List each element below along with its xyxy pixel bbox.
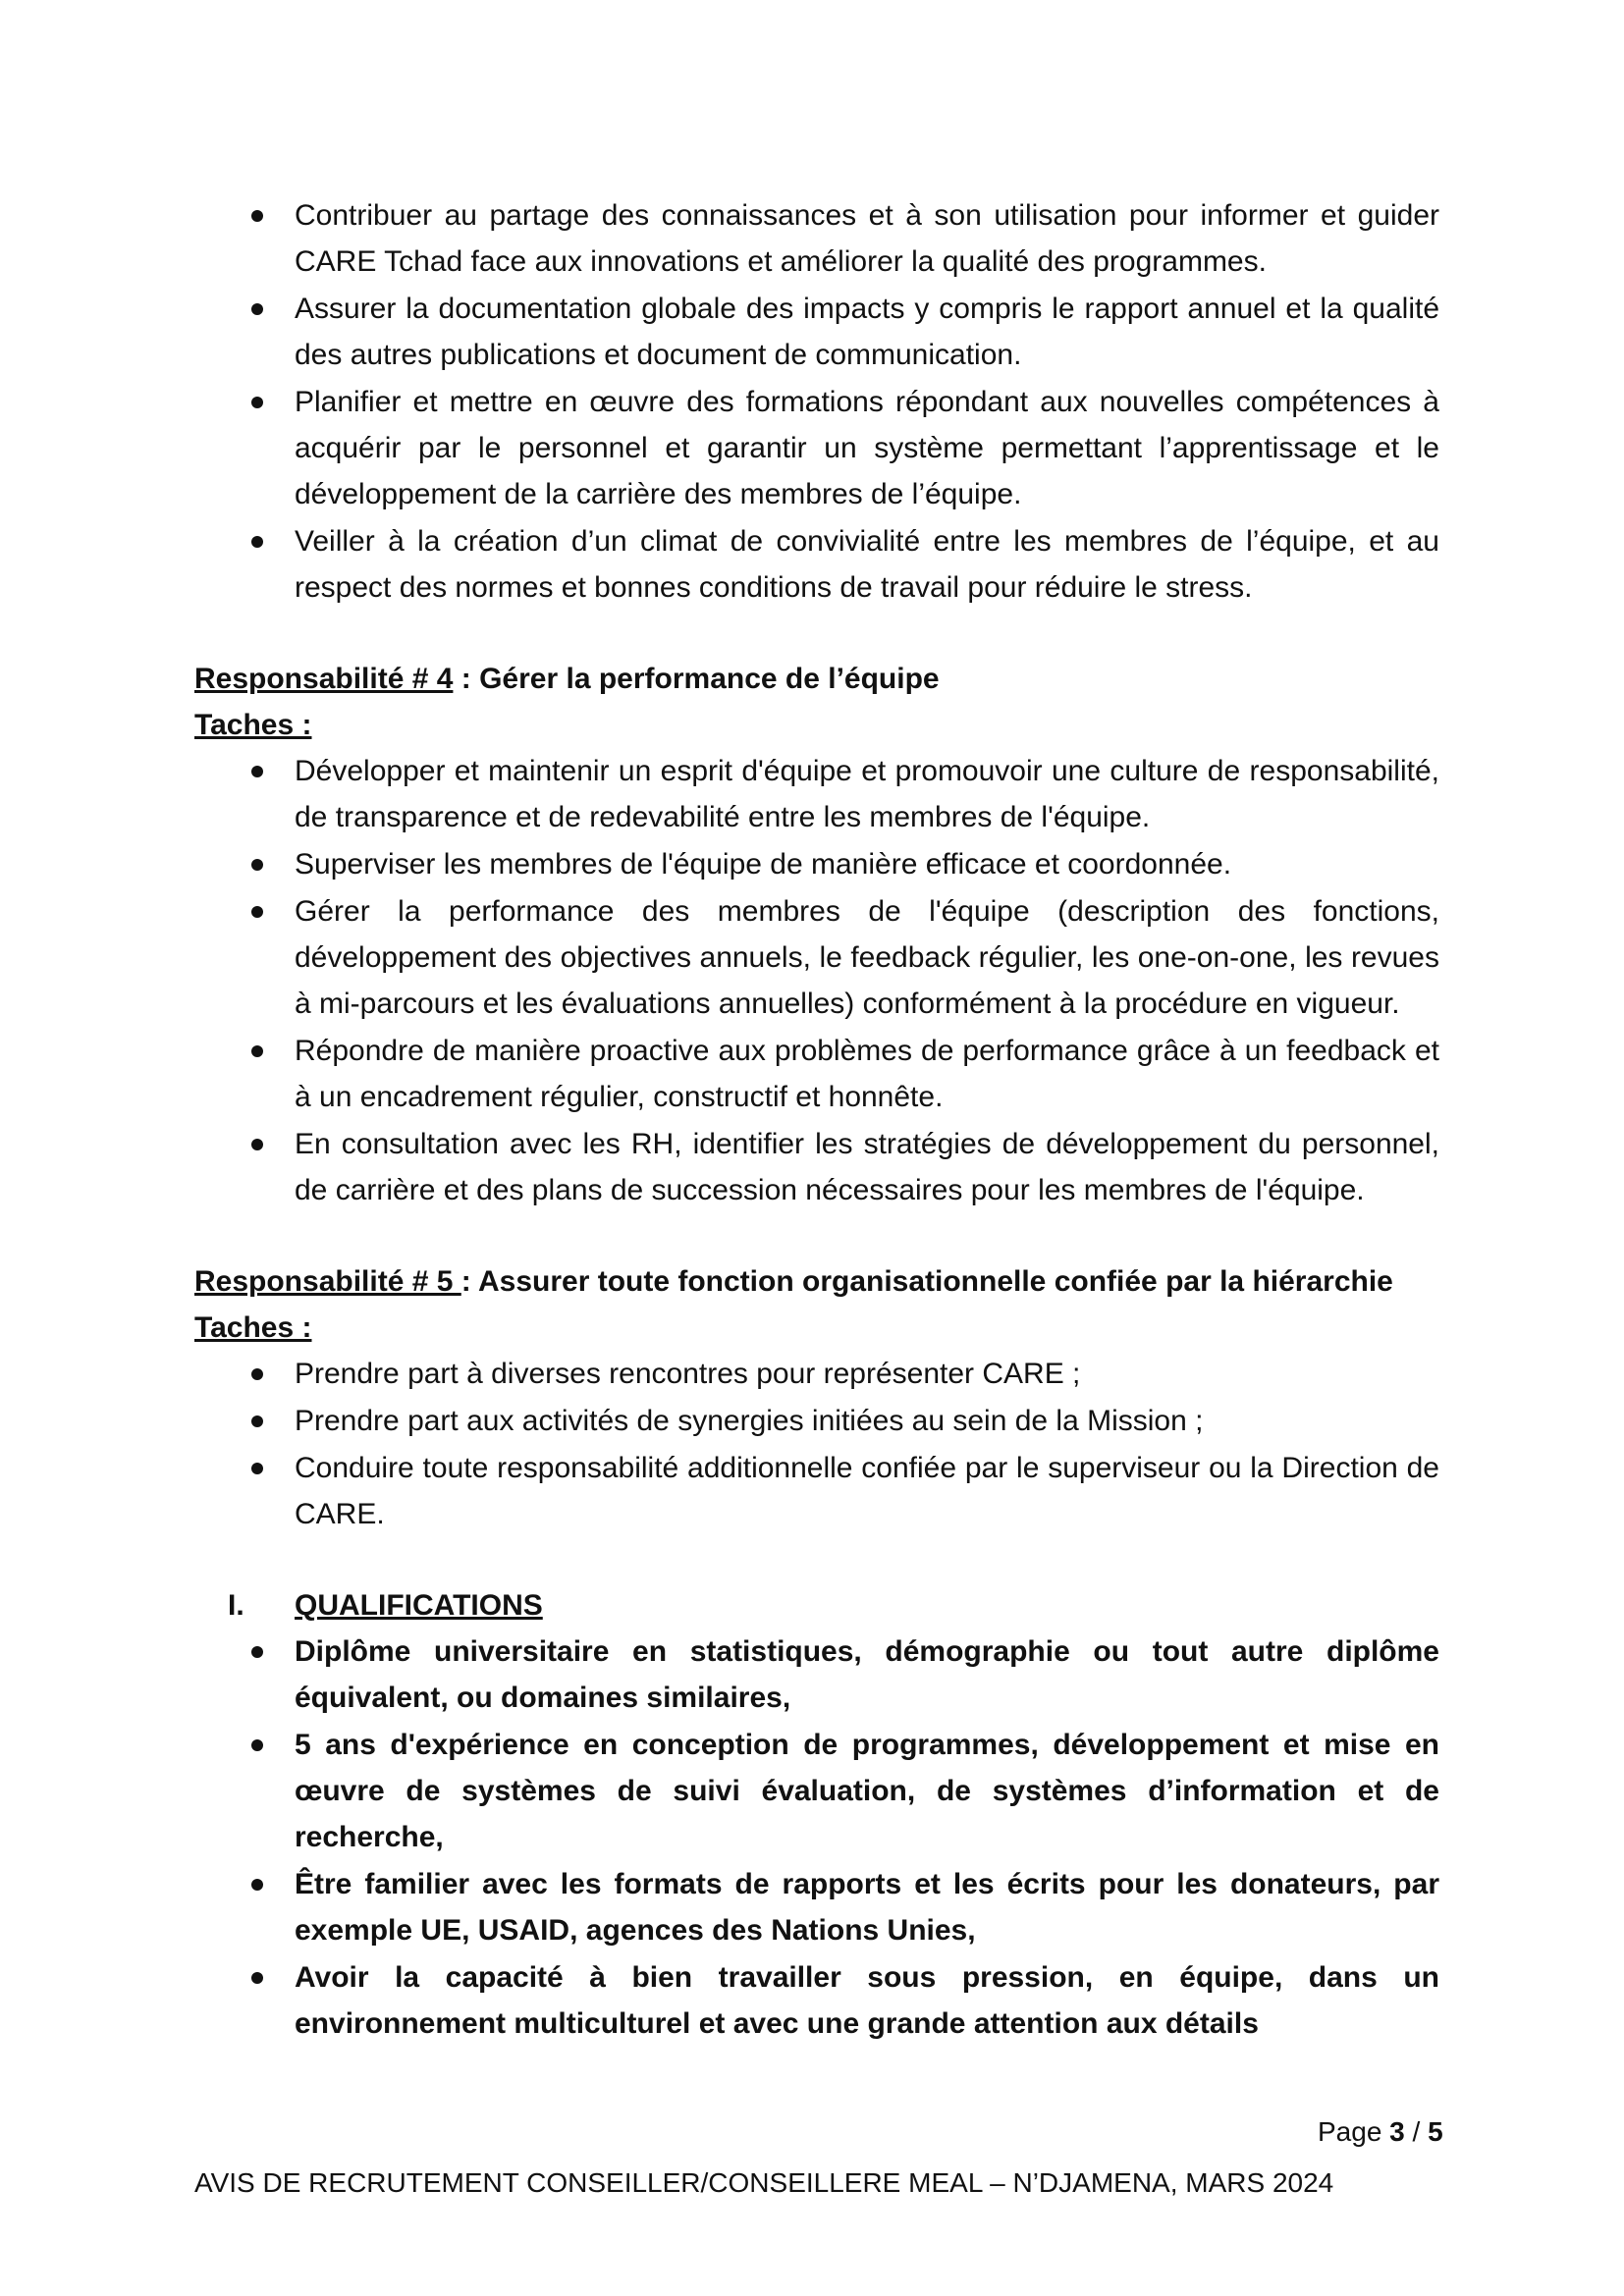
list-item: En consultation avec les RH, identifier les stratégies de développement du personnel, de carrière et des plans de succession nécessaires pour les membres de l'équipe. [194, 1121, 1439, 1213]
list-item: Avoir la capacité à bien travailler sous pression, en équipe, dans un environnement multiculturel et avec une grande attention aux détails [194, 1954, 1439, 2047]
list-item: Prendre part aux activités de synergies initiées au sein de la Mission ; [194, 1398, 1439, 1444]
bullet-icon [251, 1139, 263, 1150]
list-item: Contribuer au partage des connaissances et à son utilisation pour informer et guider CARE Tchad face aux innovations et améliorer la qualité des programmes. [194, 192, 1439, 285]
bullet-icon [251, 859, 263, 871]
responsibility-4-taches-label: Taches : [194, 709, 312, 741]
responsibility-5-taches-label: Taches : [194, 1311, 312, 1344]
list-item: Prendre part à diverses rencontres pour représenter CARE ; [194, 1351, 1439, 1397]
responsibility-5-title: : Assurer toute fonction organisationnelle confiée par la hiérarchie [460, 1265, 1393, 1298]
bullet-icon [251, 1646, 263, 1658]
bullet-icon [251, 1045, 263, 1057]
responsibility-5-bullet-list [194, 1351, 1439, 1537]
bullet-icon [251, 1415, 263, 1427]
bullet-icon [251, 303, 263, 315]
qualifications-bullet-list [194, 1629, 1439, 2047]
responsibility-5-label: Responsabilité # 5 [194, 1265, 461, 1298]
list-item: Être familier avec les formats de rapports et les écrits pour les donateurs, par exemple UE, USAID, agences des Nations Unies, [194, 1861, 1439, 1953]
document-footer: AVIS DE RECRUTEMENT CONSEILLER/CONSEILLERE MEAL – N’DJAMENA, MARS 2024 [194, 2167, 1334, 2198]
bullet-icon [251, 536, 263, 548]
list-item: Gérer la performance des membres de l'équipe (description des fonctions, développement des objectives annuels, le feedback régulier, les one-on-one, les revues à mi-parcours et les évaluations annuelles) conformément à la procédure en vigueur. [194, 888, 1439, 1027]
page-number: Page 3 / 5 [1318, 2116, 1443, 2147]
responsibility-4-heading [194, 656, 1439, 702]
intro-bullet-list [194, 192, 1439, 611]
bullet-icon [251, 1739, 263, 1751]
page-content [194, 192, 1439, 2048]
responsibility-5-heading [194, 1258, 1439, 1305]
page-total: 5 [1428, 2116, 1443, 2147]
bullet-icon [251, 1972, 263, 1984]
list-item: Répondre de manière proactive aux problèmes de performance grâce à un feedback et à un encadrement régulier, constructif et honnête. [194, 1028, 1439, 1120]
list-item: Diplôme universitaire en statistiques, démographie ou tout autre diplôme équivalent, ou domaines similaires, [194, 1629, 1439, 1721]
bullet-icon [251, 210, 263, 222]
responsibility-4-bullet-list [194, 748, 1439, 1213]
list-item: 5 ans d'expérience en conception de programmes, développement et mise en œuvre de systèmes de suivi évaluation, de systèmes d’information et de recherche, [194, 1722, 1439, 1860]
responsibility-4-label: Responsabilité # 4 [194, 663, 454, 695]
bullet-icon [251, 397, 263, 408]
page-current: 3 [1389, 2116, 1405, 2147]
bullet-icon [251, 1463, 263, 1474]
list-item: Développer et maintenir un esprit d'équipe et promouvoir une culture de responsabilité, de transparence et de redevabilité entre les membres de l'équipe. [194, 748, 1439, 840]
bullet-icon [251, 906, 263, 918]
qualifications-heading [194, 1582, 1439, 1629]
list-item: Superviser les membres de l'équipe de manière efficace et coordonnée. [194, 841, 1439, 887]
bullet-icon [251, 1879, 263, 1891]
list-item: Planifier et mettre en œuvre des formations répondant aux nouvelles compétences à acquérir par le personnel et garantir un système permettant l’apprentissage et le développement de la carrière des membres de l’équipe. [194, 379, 1439, 517]
list-item: Veiller à la création d’un climat de convivialité entre les membres de l’équipe, et au respect des normes et bonnes conditions de travail pour réduire le stress. [194, 518, 1439, 611]
responsibility-4-title: : Gérer la performance de l’équipe [453, 663, 940, 695]
qualifications-title: QUALIFICATIONS [295, 1589, 543, 1622]
list-item: Conduire toute responsabilité additionnelle confiée par le superviseur ou la Direction de CARE. [194, 1445, 1439, 1537]
bullet-icon [251, 1368, 263, 1380]
bullet-icon [251, 766, 263, 777]
qualifications-number: I. [228, 1589, 244, 1622]
list-item: Assurer la documentation globale des impacts y compris le rapport annuel et la qualité des autres publications et document de communication. [194, 286, 1439, 378]
